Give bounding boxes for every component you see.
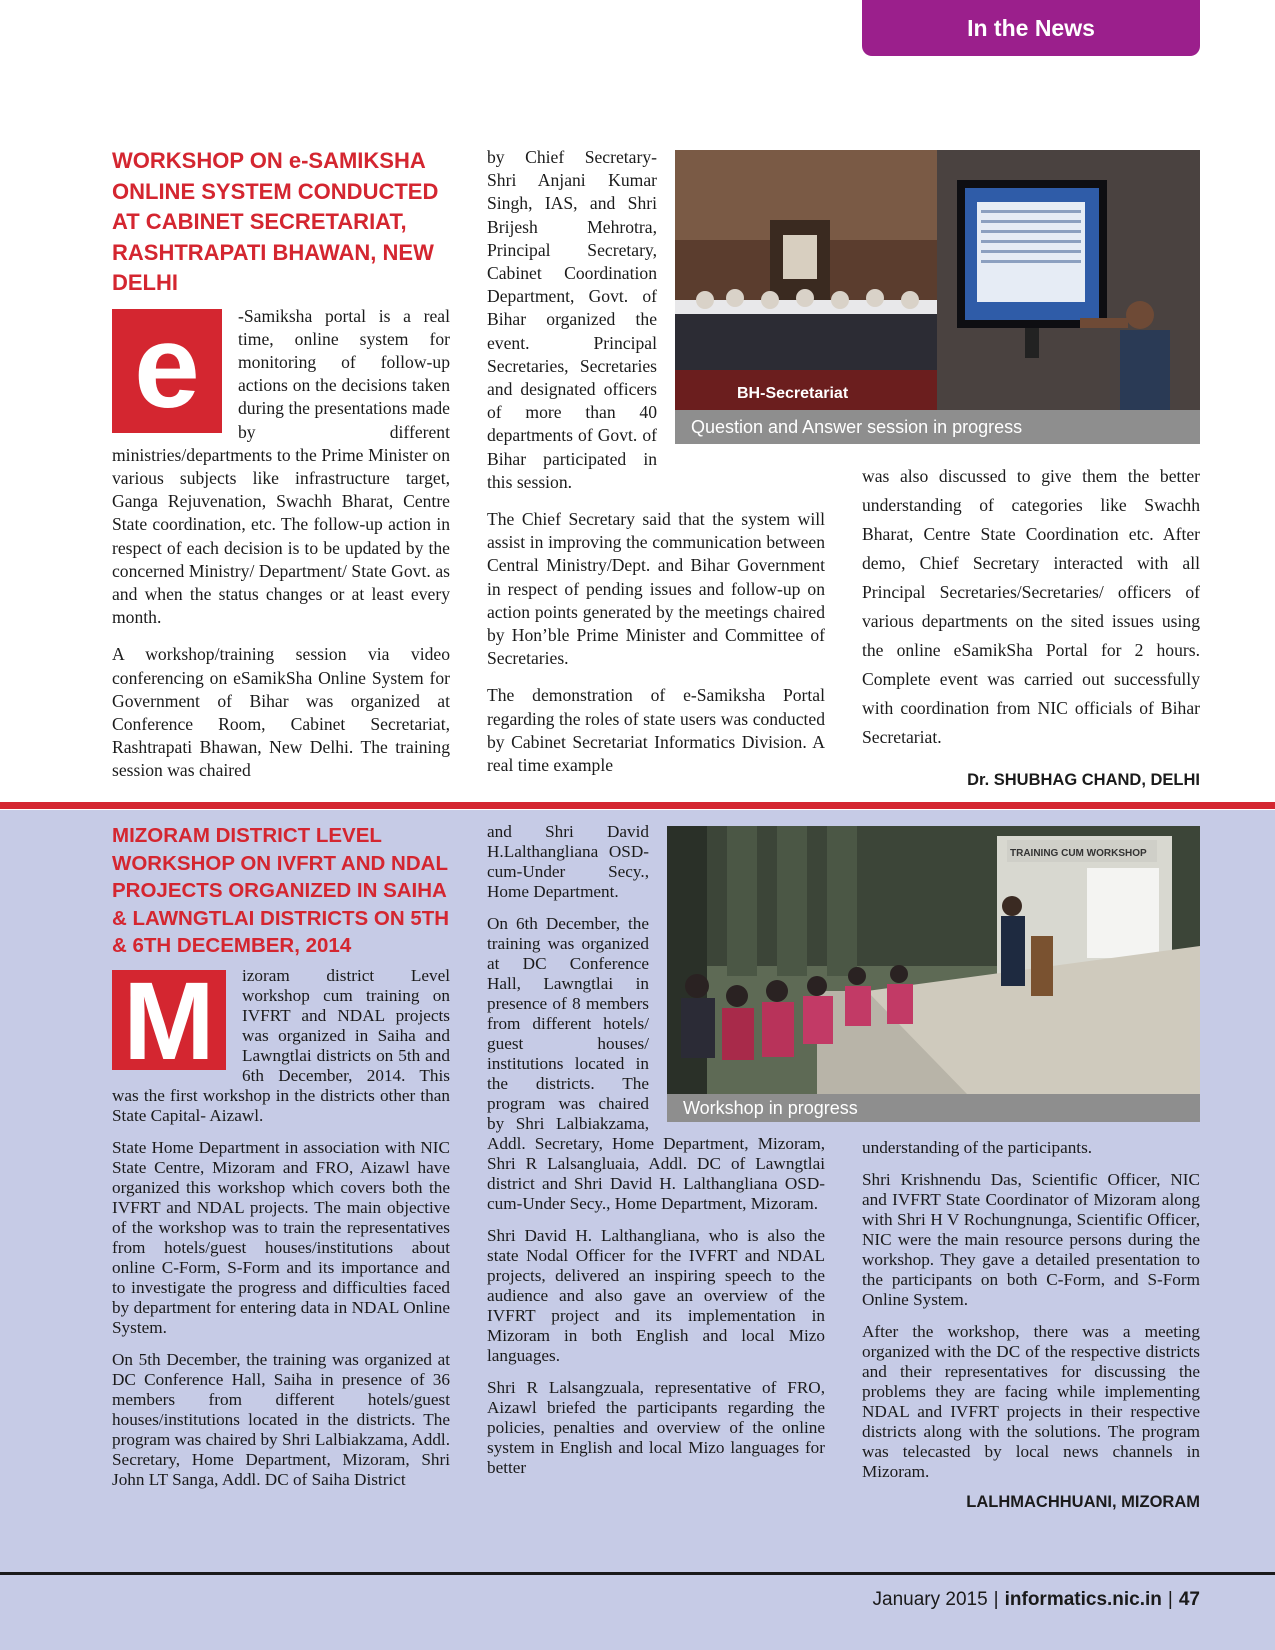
article1-caption: Question and Answer session in progress	[675, 410, 1200, 444]
article2-photo	[667, 826, 1200, 1094]
page-footer	[873, 1580, 1200, 1620]
article2-paragraph: On 6th December, the training was organized at DC Conference Hall, Lawngtlai in presence of 8 members from different hotels/ guest houses/ institutions located in the districts. The program was chaired by Shri Lalbiakzama, Addl. Secretary, Home Department, Mizoram, Shri R Lalsangluaia, Addl. DC of Lawngtlai district and Shri David H. Lalthangliana OSD-cum-Under Secy., Home Department, Mizoram.	[487, 914, 825, 1213]
article2-caption: Workshop in progress	[667, 1094, 1200, 1122]
article2-byline: LALHMACHHUANI, MIZORAM	[966, 1493, 1200, 1511]
article1-column-1	[112, 146, 450, 797]
article2-paragraph: and Shri David H.Lalthangliana OSD-cum-Under Secy., Home Department.	[487, 822, 649, 901]
footer-separator: |	[1167, 1589, 1173, 1610]
article2-paragraph: understanding of the participants.	[862, 1138, 1093, 1157]
article1-paragraph: was also discussed to give them the better understanding of categories like Swachh Bharat, Centre State Coordination etc. After demo, Chief Secretary interacted with all Principal Secretaries/Secretaries/ officers of various departments on the sited issues using the online eSamikSha Portal for 2 hours. Complete event was carried out successfully with coordination from NIC officials of Bihar Secretariat.	[862, 466, 1200, 747]
footer-date: January 2015	[872, 1589, 988, 1610]
article1-paragraph: by Chief Secretary- Shri Anjani Kumar Singh, IAS, and Shri Brijesh Mehrotra, Principal Secretary, Cabinet Coordination Department, Govt. of Bihar organized the event. Principal Secretaries, Secretaries and designated officers of more than 40 departments of Govt. of Bihar participated in this session.	[487, 147, 657, 492]
article1-paragraph: The Chief Secretary said that the system will assist in improving the communication between Central Ministry/Dept. and Bihar Government in respect of pending issues and follow-up on action points generated by the meetings chaired by Hon’ble Prime Minister and Committee of Secretaries.	[487, 509, 825, 669]
article2-column-1	[112, 822, 450, 1502]
page-number: 47	[1178, 1589, 1200, 1610]
article1-paragraph: The demonstration of e-Samiksha Portal regarding the roles of state users was conducted by Cabinet Secretariat Informatics Division. A real time example	[487, 685, 825, 776]
article2-paragraph: After the workshop, there was a meeting organized with the DC of the respective districts and their representatives for discussing the problems they are facing while implementing NDAL and IVFRT projects in their respective districts along with the solutions. The program was telecasted by local news channels in Mizoram.	[862, 1322, 1200, 1481]
workshop-photo-image	[667, 826, 1200, 1094]
footer-site: informatics.nic.in	[1004, 1589, 1162, 1610]
article1-paragraph: A workshop/training session via video conferencing on eSamikSha Online System for Government of Bihar was organized at Conference Room, Cabinet Secretariat, Rashtrapati Bhawan, New Delhi. The training session was chaired	[112, 644, 450, 781]
section-divider	[0, 802, 1275, 809]
article1-paragraph: -Samiksha portal is a real time, online system for monitoring of follow-up actions on the decisions taken during the presentations made by different ministries/departments to the Prime Minister on various subjects like infrastructure target, Ganga Rejuvenation, Swachh Bharat, Centre State coordination, etc. The follow-up action in respect of each decision is to be updated by the concerned Ministry/ Department/ State Govt. as and when the status changes or at least every month.	[112, 305, 450, 628]
article2-paragraph: State Home Department in association with NIC State Centre, Mizoram and FRO, Aizawl have organized this workshop which covers both the IVFRT and NDAL projects. The main objective of the workshop was to train the representatives from hotels/guest houses/institutions about online C-Form, S-Form and its importance and to investigate the progress and difficulties faced by department for entering data in NDAL Online System.	[112, 1137, 450, 1337]
article2-paragraph: izoram district Level workshop cum training on IVFRT and NDAL projects was organized in Saiha and Lawngtlai districts on 5th and 6th December, 2014. This was the first workshop in the districts other than State Capital- Aizawl.	[112, 965, 450, 1125]
article1-dropcap: e	[112, 309, 222, 433]
article2-dropcap: M	[112, 970, 226, 1070]
photo-banner-text: TRAINING CUM WORKSHOP	[1010, 848, 1147, 859]
article2-paragraph: On 5th December, the training was organized at DC Conference Hall, Saiha in presence of 36 members from different hotels/guest houses/institutions located in the districts. The program was chaired by Shri Lalbiakzama, Addl. Secretary, Home Department, Mizoram, Shri John LT Sanga, Addl. DC of Saiha District	[112, 1349, 450, 1489]
footer-rule	[0, 1572, 1275, 1575]
photo-banner-text: BH-Secretariat	[737, 385, 849, 402]
article1-column-3	[862, 462, 1200, 795]
section-tab: In the News	[862, 0, 1200, 56]
article2-paragraph: Shri Krishnendu Das, Scientific Officer, NIC and IVFRT State Coordinator of Mizoram along with Shri H V Rochungnunga, Scientific Officer, NIC were the main resource persons during the workshop. They gave a detailed presentation to the participants on both C-Form, and S-Form Online System.	[862, 1170, 1200, 1309]
footer-separator: |	[993, 1589, 999, 1610]
article2-title: MIZORAM DISTRICT LEVEL WORKSHOP ON IVFRT AND NDAL PROJECTS ORGANIZED IN SAIHA & LAWNGTLAI DISTRICTS ON 5TH & 6TH DECEMBER, 2014	[112, 824, 450, 958]
article1-photo	[675, 150, 1200, 410]
article2-paragraph: Shri R Lalsangzuala, representative of FRO, Aizawl briefed the participants regarding the policies, penalties and overview of the online system in English and local Mizo languages for better	[487, 1378, 825, 1477]
article2-paragraph: Shri David H. Lalthangliana, who is also the state Nodal Officer for the IVFRT and NDAL projects, delivered an inspiring speech to the audience and also gave an overview of the IVFRT project and its implementation in Mizoram in both English and local Mizo languages.	[487, 1226, 825, 1365]
article2-column-3	[862, 1138, 1200, 1512]
article1-title: WORKSHOP ON e-SAMIKSHA ONLINE SYSTEM CONDUCTED AT CABINET SECRETARIAT, RASHTRAPATI BHAWAN, NEW DELHI	[112, 148, 439, 295]
conference-photo-image	[675, 150, 1200, 410]
article1-byline: Dr. SHUBHAG CHAND, DELHI	[967, 771, 1200, 789]
